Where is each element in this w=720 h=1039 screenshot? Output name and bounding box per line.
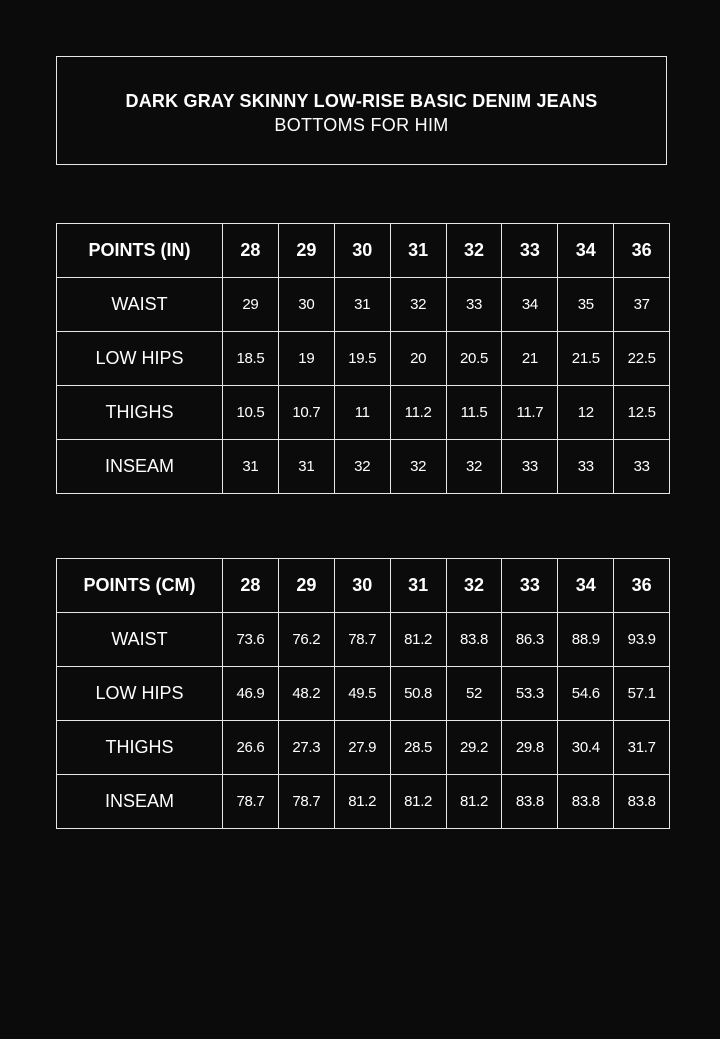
measurement-cell: 10.7 <box>278 386 334 440</box>
measurement-cell: 27.3 <box>278 721 334 775</box>
measurement-cell: 81.2 <box>390 775 446 829</box>
product-title: DARK GRAY SKINNY LOW-RISE BASIC DENIM JEANS <box>125 91 598 111</box>
size-header: 36 <box>614 224 670 278</box>
measurement-cell: 29 <box>223 278 279 332</box>
measurement-cell: 12.5 <box>614 386 670 440</box>
measurement-cell: 88.9 <box>558 613 614 667</box>
measurement-cell: 78.7 <box>223 775 279 829</box>
measurement-cell: 29.8 <box>502 721 558 775</box>
measurement-cell: 30 <box>278 278 334 332</box>
measurement-cell: 49.5 <box>334 667 390 721</box>
measurement-cell: 31 <box>334 278 390 332</box>
measurement-cell: 81.2 <box>446 775 502 829</box>
size-header: 36 <box>614 559 670 613</box>
row-label: LOW HIPS <box>57 332 223 386</box>
title-box <box>56 56 667 165</box>
size-header: 34 <box>558 559 614 613</box>
measurement-cell: 32 <box>390 278 446 332</box>
size-header: 29 <box>278 559 334 613</box>
measurement-cell: 33 <box>502 440 558 494</box>
row-label: WAIST <box>57 278 223 332</box>
product-subtitle: BOTTOMS FOR HIM <box>274 115 449 135</box>
measurement-cell: 28.5 <box>390 721 446 775</box>
measurement-cell: 37 <box>614 278 670 332</box>
size-header: 31 <box>390 224 446 278</box>
measurement-cell: 46.9 <box>223 667 279 721</box>
measurement-cell: 30.4 <box>558 721 614 775</box>
size-table-centimeters <box>56 558 670 829</box>
measurement-cell: 52 <box>446 667 502 721</box>
measurement-cell: 83.8 <box>614 775 670 829</box>
table-row <box>57 721 670 775</box>
measurement-cell: 31 <box>278 440 334 494</box>
measurement-cell: 78.7 <box>278 775 334 829</box>
measurement-cell: 81.2 <box>390 613 446 667</box>
header-row <box>57 224 670 278</box>
table-row <box>57 667 670 721</box>
size-table-inches <box>56 223 670 494</box>
measurement-cell: 31.7 <box>614 721 670 775</box>
measurement-cell: 83.8 <box>446 613 502 667</box>
measurement-cell: 26.6 <box>223 721 279 775</box>
size-header: 32 <box>446 224 502 278</box>
measurement-cell: 27.9 <box>334 721 390 775</box>
row-label: THIGHS <box>57 386 223 440</box>
measurement-cell: 21 <box>502 332 558 386</box>
table-row <box>57 332 670 386</box>
header-row <box>57 559 670 613</box>
measurement-cell: 18.5 <box>223 332 279 386</box>
measurement-cell: 20 <box>390 332 446 386</box>
measurement-cell: 34 <box>502 278 558 332</box>
measurement-cell: 32 <box>334 440 390 494</box>
measurement-cell: 83.8 <box>558 775 614 829</box>
size-header: 33 <box>502 559 558 613</box>
measurement-cell: 20.5 <box>446 332 502 386</box>
measurement-cell: 54.6 <box>558 667 614 721</box>
measurement-cell: 11.7 <box>502 386 558 440</box>
measurement-cell: 57.1 <box>614 667 670 721</box>
measurement-cell: 50.8 <box>390 667 446 721</box>
row-label: LOW HIPS <box>57 667 223 721</box>
size-header: 31 <box>390 559 446 613</box>
points-header: POINTS (IN) <box>57 224 223 278</box>
measurement-cell: 33 <box>446 278 502 332</box>
measurement-cell: 11.5 <box>446 386 502 440</box>
measurement-cell: 12 <box>558 386 614 440</box>
measurement-cell: 81.2 <box>334 775 390 829</box>
table-row <box>57 386 670 440</box>
measurement-cell: 35 <box>558 278 614 332</box>
measurement-cell: 10.5 <box>223 386 279 440</box>
measurement-cell: 78.7 <box>334 613 390 667</box>
measurement-cell: 33 <box>558 440 614 494</box>
measurement-cell: 19.5 <box>334 332 390 386</box>
row-label: INSEAM <box>57 440 223 494</box>
measurement-cell: 73.6 <box>223 613 279 667</box>
measurement-cell: 32 <box>390 440 446 494</box>
measurement-cell: 22.5 <box>614 332 670 386</box>
size-header: 29 <box>278 224 334 278</box>
row-label: INSEAM <box>57 775 223 829</box>
measurement-cell: 76.2 <box>278 613 334 667</box>
table-row <box>57 613 670 667</box>
measurement-cell: 53.3 <box>502 667 558 721</box>
table-row <box>57 775 670 829</box>
size-header: 28 <box>223 559 279 613</box>
size-header: 32 <box>446 559 502 613</box>
row-label: THIGHS <box>57 721 223 775</box>
row-label: WAIST <box>57 613 223 667</box>
size-header: 30 <box>334 559 390 613</box>
points-header: POINTS (CM) <box>57 559 223 613</box>
measurement-cell: 33 <box>614 440 670 494</box>
measurement-cell: 48.2 <box>278 667 334 721</box>
measurement-cell: 11.2 <box>390 386 446 440</box>
table-row <box>57 278 670 332</box>
measurement-cell: 19 <box>278 332 334 386</box>
measurement-cell: 32 <box>446 440 502 494</box>
size-header: 28 <box>223 224 279 278</box>
measurement-cell: 86.3 <box>502 613 558 667</box>
size-header: 33 <box>502 224 558 278</box>
measurement-cell: 21.5 <box>558 332 614 386</box>
measurement-cell: 31 <box>223 440 279 494</box>
measurement-cell: 93.9 <box>614 613 670 667</box>
measurement-cell: 11 <box>334 386 390 440</box>
size-header: 30 <box>334 224 390 278</box>
measurement-cell: 29.2 <box>446 721 502 775</box>
measurement-cell: 83.8 <box>502 775 558 829</box>
table-row <box>57 440 670 494</box>
size-header: 34 <box>558 224 614 278</box>
